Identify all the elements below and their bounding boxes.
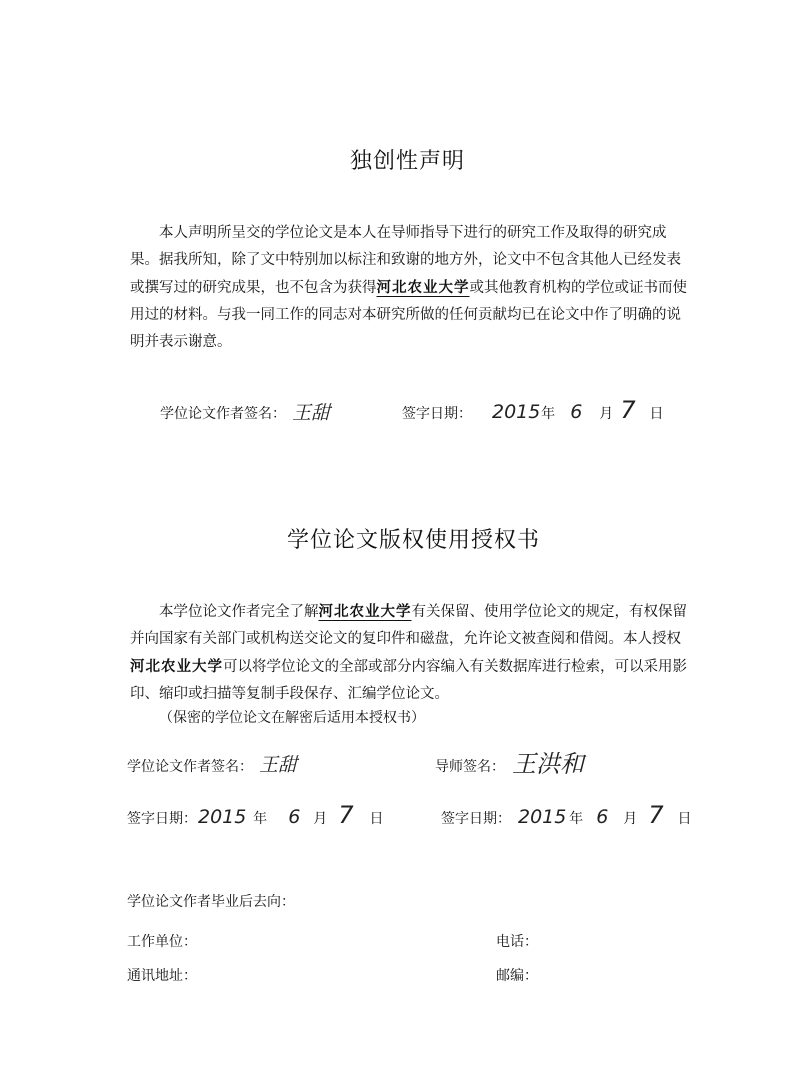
work-unit-label: 工作单位： [127,934,197,950]
author-date-month-unit: 月 [313,811,328,827]
declaration-date-month-unit: 月 [599,406,614,422]
authorization-paragraph [130,598,690,708]
authorization-title: 学位论文版权使用授权书 [287,528,541,553]
declaration-date-day-unit: 日 [649,406,664,422]
advisor-signature-label: 导师签名： [435,759,505,775]
authorization-advisor-date-label: 签字日期： [441,811,511,827]
authorization-university-2: 河北农业大学 [130,658,223,675]
authorization-text-end: 可以将学位论文的全部或部分内容编入有关数据库进行检索，可以采用影印、缩印或扫描等复制手段保存、汇编学位论文。 [130,659,687,702]
authorization-author-date-label: 签字日期： [127,811,197,827]
declaration-author-signature-label: 学位论文作者签名： [160,406,286,422]
advisor-date-month-unit: 月 [623,811,638,827]
author-date-month: 6 [288,806,301,828]
declaration-date-year-unit: 年 [541,406,556,422]
declaration-date-label: 签字日期： [402,406,472,422]
address-label: 通讯地址： [127,968,197,984]
phone-label: 电话： [496,934,538,950]
declaration-date [492,396,663,424]
declaration-text-after: 或其他教育机构的学位或证书而使用过的材料。与我一同工作的同志对本研究所做的任何贡献均已在论文中作了明确的说明并表示谢意。 [130,280,687,350]
declaration-date-year: 2015 [492,401,541,423]
authorization-text-before: 本学位论文作者完全了解 [159,604,319,620]
authorization-author-date [198,801,383,829]
advisor-date-day-unit: 日 [677,811,692,827]
authorization-text-middle: 有关保留、使用学位论文的规定，有权保留并向国家有关部门或机构送交论文的复印件和磁盘，允许论文被查阅和借阅。本人授权 [130,604,687,647]
authorization-university: 河北农业大学 [318,603,412,620]
authorization-note: （保密的学位论文在解密后适用本授权书） [159,710,425,726]
authorization-author-signature-label: 学位论文作者签名： [127,759,253,775]
authorization-advisor-date [518,801,691,829]
declaration-date-day: 7 [620,396,636,424]
declaration-paragraph [130,220,690,356]
advisor-date-year-unit: 年 [569,811,584,827]
declaration-date-month: 6 [570,401,583,423]
destination-heading: 学位论文作者毕业后去向： [127,894,295,910]
author-date-day: 7 [338,801,354,829]
author-date-year-unit: 年 [253,811,268,827]
declaration-author-signature: 王甜 [292,402,331,424]
declaration-title: 独创性声明 [350,149,466,174]
declaration-text-before: 本人声明所呈交的学位论文是本人在导师指导下进行的研究工作及取得的研究成果。据我所知，除了文中特别加以标注和致谢的地方外，论文中不包含其他人已经发表或撰写过的研究成果，也不包含为获得 [130,225,681,296]
advisor-signature: 王洪和 [512,750,584,778]
author-date-year: 2015 [198,806,247,828]
advisor-date-day: 7 [648,801,664,829]
declaration-university: 河北农业大学 [376,279,470,296]
postcode-label: 邮编： [496,968,538,984]
authorization-author-signature: 王甜 [259,754,298,776]
advisor-date-month: 6 [596,806,609,828]
author-date-day-unit: 日 [369,811,384,827]
advisor-date-year: 2015 [518,806,567,828]
